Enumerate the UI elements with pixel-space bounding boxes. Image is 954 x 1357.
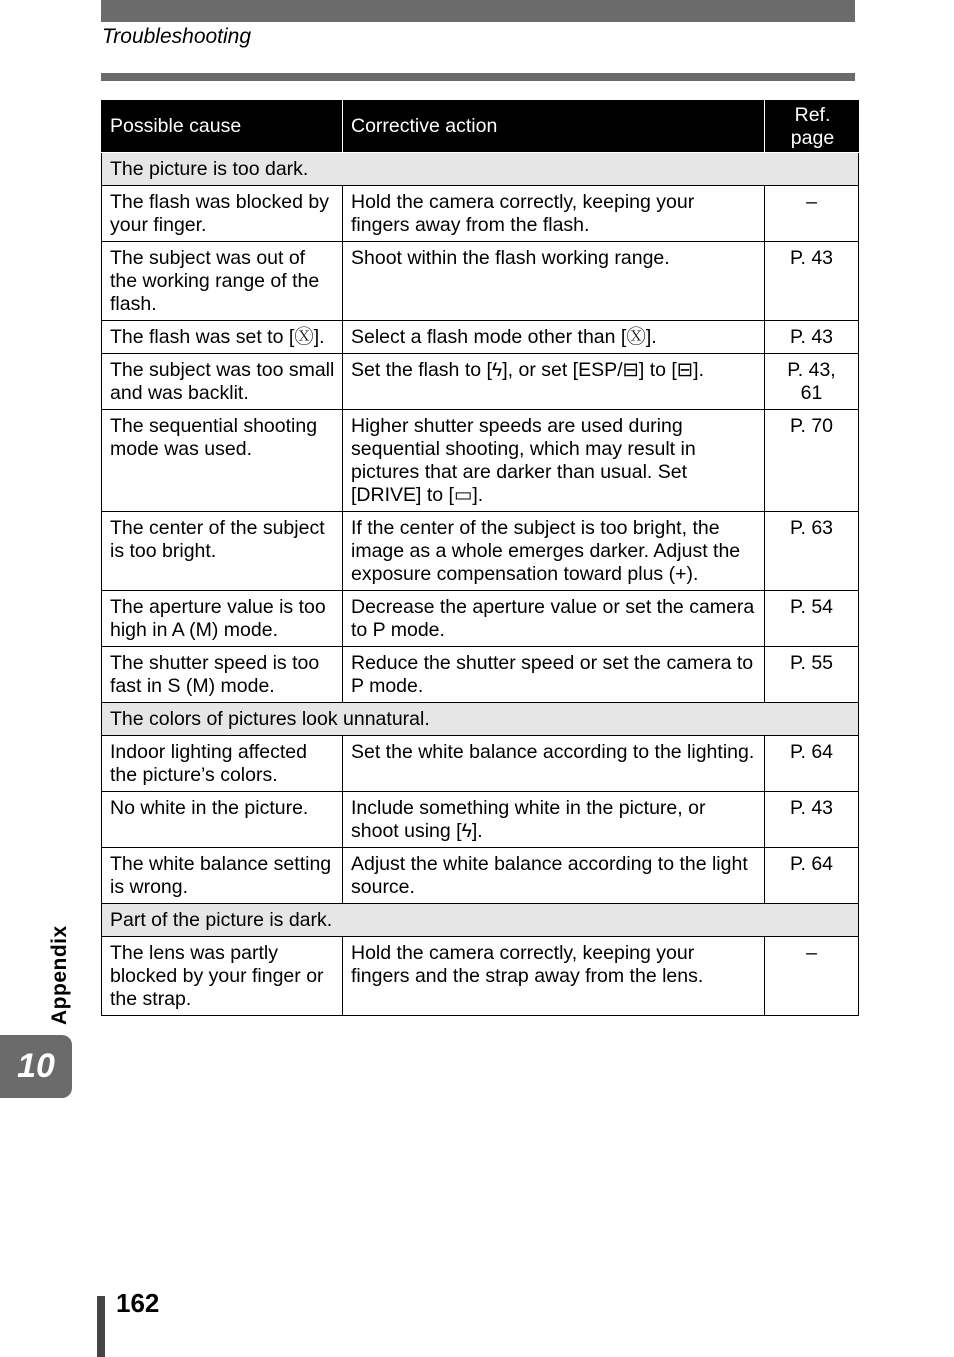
action-cell: Shoot within the flash working range. [343, 242, 765, 321]
cause-cell: The subject was out of the working range of the flash. [102, 242, 343, 321]
action-cell: Higher shutter speeds are used during sequential shooting, which may result in pictures that are darker than usual. Set [DRIVE] to [▭]. [343, 410, 765, 512]
page-number-bar [97, 1296, 105, 1357]
action-cell: Select a flash mode other than [Ⓧ]. [343, 321, 765, 354]
column-header-action: Corrective action [343, 101, 765, 153]
section-heading: The picture is too dark. [102, 153, 859, 186]
table-row [102, 321, 859, 354]
ref-cell: P. 54 [765, 591, 859, 647]
cause-cell: No white in the picture. [102, 792, 343, 848]
chapter-number-tab: 10 [0, 1035, 72, 1098]
ref-cell: P. 70 [765, 410, 859, 512]
table-header-row [102, 101, 859, 153]
chapter-side-label: Appendix [48, 925, 71, 1025]
ref-cell: – [765, 186, 859, 242]
table-row [102, 512, 859, 591]
action-cell: Hold the camera correctly, keeping your fingers and the strap away from the lens. [343, 937, 765, 1016]
troubleshooting-table [101, 100, 859, 1016]
action-cell: If the center of the subject is too bright, the image as a whole emerges darker. Adjust the exposure compensation toward plus (+). [343, 512, 765, 591]
ref-cell: P. 55 [765, 647, 859, 703]
action-cell: Hold the camera correctly, keeping your fingers away from the flash. [343, 186, 765, 242]
table-row [102, 242, 859, 321]
ref-cell: P. 43 [765, 321, 859, 354]
table-section-row [102, 153, 859, 186]
section-heading: Part of the picture is dark. [102, 904, 859, 937]
table-row [102, 186, 859, 242]
table-row [102, 354, 859, 410]
table-section-row [102, 904, 859, 937]
action-cell: Include something white in the picture, or shoot using [ϟ]. [343, 792, 765, 848]
table-row [102, 647, 859, 703]
table-row [102, 736, 859, 792]
table-row [102, 848, 859, 904]
ref-cell: P. 43, 61 [765, 354, 859, 410]
cause-cell: The flash was blocked by your finger. [102, 186, 343, 242]
table-row [102, 792, 859, 848]
ref-cell: P. 64 [765, 848, 859, 904]
action-cell: Set the flash to [ϟ], or set [ESP/⊟] to [⊟]. [343, 354, 765, 410]
cause-cell: The center of the subject is too bright. [102, 512, 343, 591]
section-heading: The colors of pictures look unnatural. [102, 703, 859, 736]
ref-cell: P. 43 [765, 792, 859, 848]
top-decorative-bar [101, 0, 855, 22]
ref-cell: – [765, 937, 859, 1016]
cause-cell: The aperture value is too high in A (M) mode. [102, 591, 343, 647]
ref-cell: P. 63 [765, 512, 859, 591]
column-header-ref [765, 101, 859, 153]
page-number: 162 [116, 1288, 160, 1318]
cause-cell: Indoor lighting affected the picture’s colors. [102, 736, 343, 792]
cause-cell: The flash was set to [Ⓧ]. [102, 321, 343, 354]
action-cell: Adjust the white balance according to the light source. [343, 848, 765, 904]
cause-cell: The sequential shooting mode was used. [102, 410, 343, 512]
column-header-ref-text: Ref. page [790, 103, 835, 149]
action-cell: Set the white balance according to the lighting. [343, 736, 765, 792]
table-section-row [102, 703, 859, 736]
column-header-cause: Possible cause [102, 101, 343, 153]
table-row [102, 410, 859, 512]
cause-cell: The lens was partly blocked by your finger or the strap. [102, 937, 343, 1016]
action-cell: Decrease the aperture value or set the camera to P mode. [343, 591, 765, 647]
table-body [102, 153, 859, 1016]
table-row [102, 591, 859, 647]
action-cell: Reduce the shutter speed or set the camera to P mode. [343, 647, 765, 703]
cause-cell: The subject was too small and was backlit. [102, 354, 343, 410]
cause-cell: The white balance setting is wrong. [102, 848, 343, 904]
ref-cell: P. 43 [765, 242, 859, 321]
header-rule [101, 73, 855, 81]
table-row [102, 937, 859, 1016]
section-title: Troubleshooting [102, 25, 252, 48]
cause-cell: The shutter speed is too fast in S (M) mode. [102, 647, 343, 703]
ref-cell: P. 64 [765, 736, 859, 792]
